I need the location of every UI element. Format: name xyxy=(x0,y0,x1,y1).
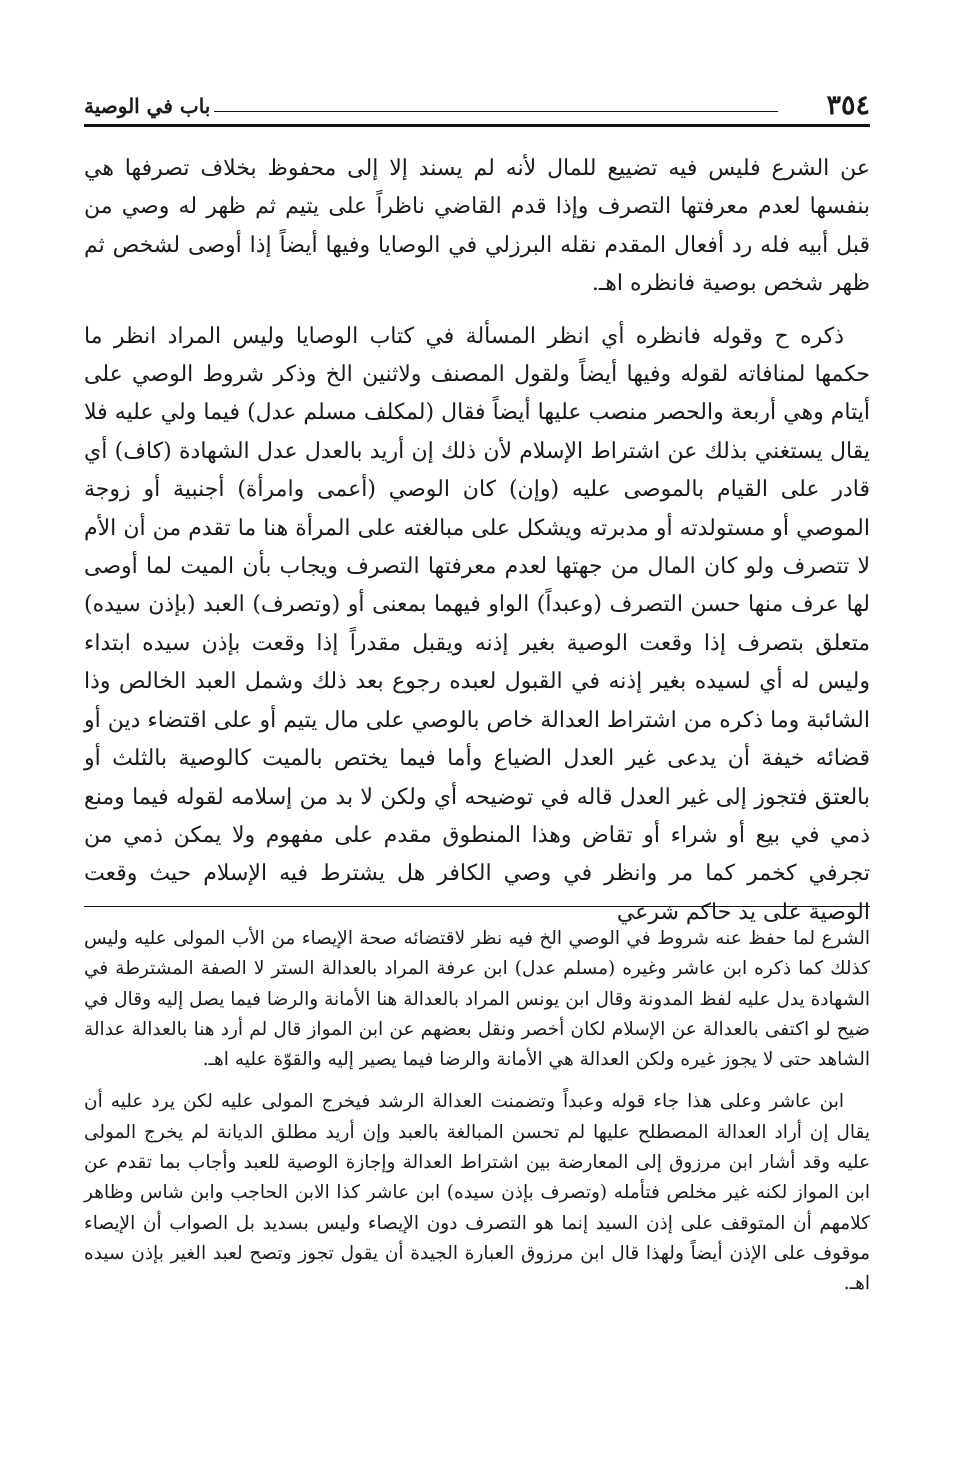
footnotes-section xyxy=(84,924,870,1300)
footnote-separator xyxy=(84,906,870,907)
running-header xyxy=(84,86,870,132)
footnote-paragraph-1: الشرع لما حفظ عنه شروط في الوصي الخ فيه نظر لاقتضائه صحة الإيصاء من الأب المولى عليه وليس كذلك كما ذكره ابن عاشر وغيره (مسلم عدل) ابن عرفة المراد بالعدالة الستر لا الصفة المشترطة في الشهادة يدل عليه لفظ المدونة وقال ابن يونس المراد بالعدالة هنا الأمانة والرضا فيما يصل إليه وقال في ضيح لو اكتفى بالعدالة عن الإسلام لكان أخصر ونقل بعضهم عن ابن المواز قال لم أرد هنا بالعدالة عدالة الشاهد حتى لا يجوز غيره ولكن العدالة هي الأمانة والرضا فيما يصير إليه والقوّة عليه اهـ. xyxy=(84,928,870,1071)
page-number: ٣٥٤ xyxy=(826,90,870,121)
footnote-paragraph-2: ابن عاشر وعلى هذا جاء قوله وعبداً وتضمنت العدالة الرشد فيخرج المولى عليه لكن يرد عليه أن يقال إن أراد العدالة المصطلح عليها لم تحسن المبالغة بالعبد وإن أريد مطلق الديانة لم يخرج المولى عليه وقد أشار ابن مرزوق إلى المعارضة بين اشتراط العدالة وإجازة الوصية للعبد وأجاب بما تقدم عن ابن المواز لكنه غير مخلص فتأمله (وتصرف بإذن سيده) ابن عاشر كذا الابن الحاجب وابن شاس وظاهر كلامهم أن المتوقف على إذن السيد إنما هو التصرف دون الإيصاء وليس بسديد بل الصواب أن الإيصاء موقوف على الإذن أيضاً ولهذا قال ابن مرزوق العبارة الجيدة أن يقول تجوز وتصح لعبد الغير بإذن سيده اهـ. xyxy=(84,1091,870,1295)
main-paragraph-2: ذكره ح وقوله فانظره أي انظر المسألة في كتاب الوصايا وليس المراد انظر ما حكمها لمنافاته لقوله وفيها أيضاً ولقول المصنف ولاثنين الخ وذكر شروط الوصي على أيتام وهي أربعة والحصر منصب عليها أيضاً فقال (لمكلف مسلم عدل) فيما ولي عليه فلا يقال يستغني بذلك عن اشتراط الإسلام لأن ذلك إن أريد بالعدل عدل الشهادة (كاف) أي قادر على القيام بالموصى عليه (وإن) كان الوصي (أعمى وامرأة) أجنبية أو زوجة الموصي أو مستولدته أو مدبرته ويشكل على مبالغته على المرأة هنا ما تقدم من أن الأم لا تتصرف ولو كان المال من جهتها لعدم معرفتها التصرف ويجاب بأن الميت لما أوصى لها عرف منها حسن التصرف (وعبداً) الواو فيهما بمعنى أو (وتصرف) العبد (بإذن سيده) متعلق بتصرف إذا وقعت الوصية بغير إذنه ويقبل مقدراً إذا وقعت بإذن سيده ابتداء وليس له أي لسيده بغير إذنه في القبول لعبده رجوع بعد ذلك وشمل العبد الخالص وذا الشائبة وما ذكره من اشتراط العدالة خاص بالوصي على مال يتيم أو على اقتضاء دين أو قضائه خيفة أن يدعى غير العدل الضياع وأما فيما يختص بالميت كالوصية بالثلث أو بالعتق فتجوز إلى غير العدل قاله في توضيحه أي ولكن لا بد من إسلامه لقوله فيما ومنع ذمي في بيع أو شراء أو تقاض وهذا المنطوق مقدم على مفهوم ولا يمكن ذمي من تجرفي كخمر كما مر وانظر في وصي الكافر هل يشترط فيه الإسلام حيث وقعت الوصية على يد حاكم شرعي xyxy=(84,323,870,925)
chapter-title: باب في الوصية xyxy=(84,94,211,118)
header-rule-thick xyxy=(84,124,870,127)
main-text-body xyxy=(84,150,870,932)
header-rule-thin xyxy=(214,111,778,112)
main-paragraph-1: عن الشرع فليس فيه تضييع للمال لأنه لم يسند إلا إلى محفوظ بخلاف تصرفها هي بنفسها لعدم معرفتها التصرف وإذا قدم القاضي ناظراً على يتيم ثم ظهر له وصي من قبل أبيه فله رد أفعال المقدم نقله البرزلي في الوصايا وفيها أيضاً إذا أوصى لشخص ثم ظهر شخص بوصية فانظره اهـ. xyxy=(84,156,870,297)
